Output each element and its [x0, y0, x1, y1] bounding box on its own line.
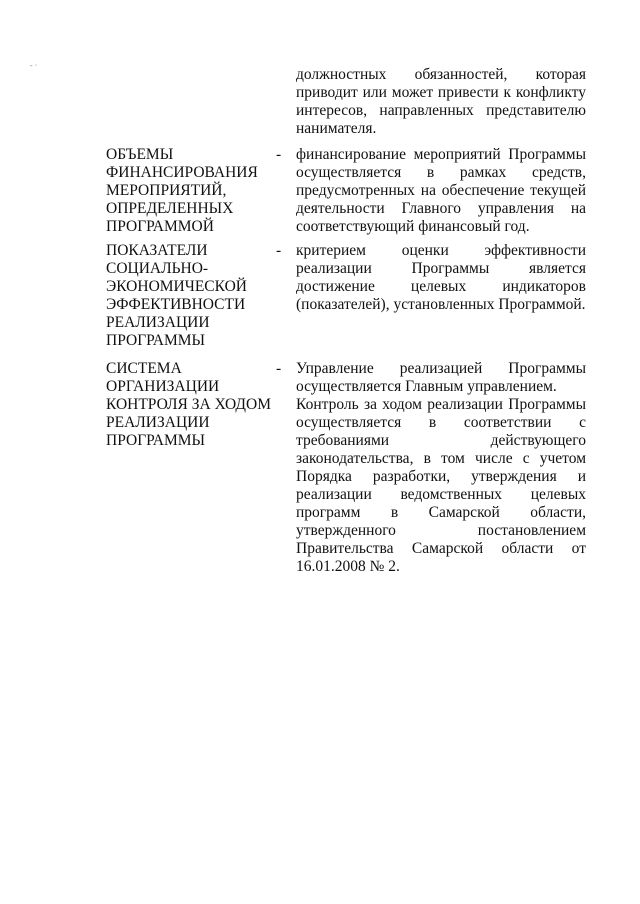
section-title: ПОКАЗАТЕЛИ СОЦИАЛЬНО- ЭКОНОМИЧЕСКОЙ ЭФФЕКТИВНОСТИ РЕАЛИЗАЦИИ ПРОГРАММЫ	[106, 242, 247, 349]
section-dash: -	[276, 146, 282, 163]
section-title: ОБЪЕМЫ ФИНАНСИРОВАНИЯ МЕРОПРИЯТИЙ, ОПРЕДЕЛЕННЫХ ПРОГРАММОЙ	[106, 146, 258, 235]
section-dash: -	[276, 242, 282, 259]
section-body: финансирование мероприятий Программы осуществляется в рамках средств, предусмотренных на обеспечение текущей деятельности Главного управления на соответствующий финансовый год.	[296, 146, 586, 235]
section-dash: -	[276, 360, 282, 377]
section-body: Управление реализацией Программы осуществляется Главным управлением. Контроль за ходом реализации Программы осуществляется в соответствии с требованиями действующего законодательства, в том числе с учетом Порядка разработки, утверждения и реализации ведомственных целевых программ в Самарской области, утвержденного постановлением Правительства Самарской области от 16.01.2008 № 2.	[296, 360, 586, 575]
scan-mark: - ·	[30, 61, 38, 70]
section-body: критерием оценки эффективности реализации Программы является достижение целевых индикаторов (показателей), установленных Программой.	[296, 242, 586, 313]
intro-paragraph: должностных обязанностей, которая приводит или может привести к конфликту интересов, направленных представителю нанимателя.	[296, 66, 586, 137]
section-title: СИСТЕМА ОРГАНИЗАЦИИ КОНТРОЛЯ ЗА ХОДОМ РЕАЛИЗАЦИИ ПРОГРАММЫ	[106, 360, 271, 449]
